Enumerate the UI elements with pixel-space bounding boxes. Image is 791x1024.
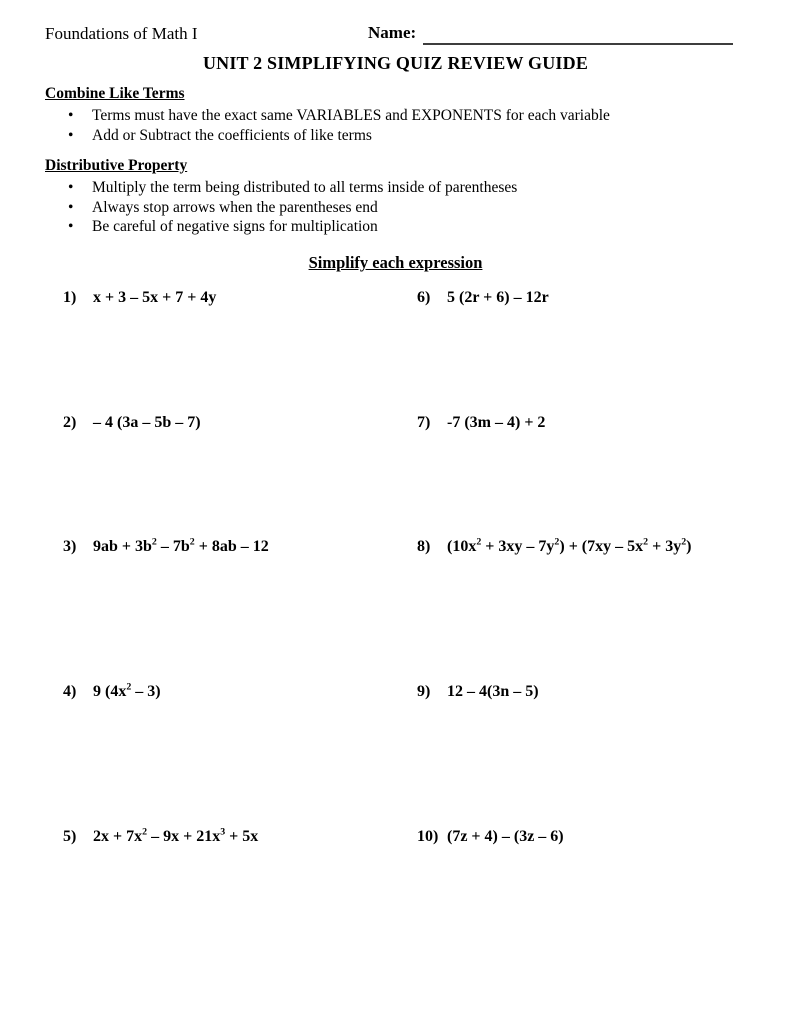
problem-expression: x + 3 – 5x + 7 + 4y xyxy=(93,289,217,306)
problem-1 xyxy=(63,287,216,308)
name-blank-line xyxy=(423,21,733,45)
problem-7 xyxy=(417,412,545,433)
problem-number: 8) xyxy=(417,538,431,555)
problem-10 xyxy=(417,826,564,847)
problem-9 xyxy=(417,681,539,702)
bullet-text: Terms must have the exact same VARIABLES and EXPONENTS for each variable xyxy=(92,107,610,124)
problem-4 xyxy=(63,681,161,702)
problem-expression: $9ab + 3b^2 - 7b^2 + 8ab - 12$ xyxy=(93,536,269,555)
bullet-item xyxy=(45,126,610,146)
problem-expression: $2x + 7x^2 - 9x + 21x^3 + 5x$ xyxy=(93,826,259,845)
problem-number: 9) xyxy=(417,683,431,700)
bullet-text: Add or Subtract the coefficients of like terms xyxy=(92,126,372,144)
page-title: UNIT 2 SIMPLIFYING QUIZ REVIEW GUIDE xyxy=(202,53,589,73)
bullet-item xyxy=(45,217,517,237)
problem-5 xyxy=(63,826,258,847)
problem-6 xyxy=(417,287,549,308)
problem-number: 1) xyxy=(63,289,77,306)
bullet-text: Multiply the term being distributed to all terms inside of parentheses xyxy=(92,179,518,196)
combine-like-terms-section xyxy=(45,84,610,145)
problem-number: 7) xyxy=(417,414,431,431)
bullet-icon: • xyxy=(68,179,74,196)
section-heading: Distributive Property xyxy=(45,157,188,174)
problem-expression: 5 (2r + 6) – 12r xyxy=(447,289,549,306)
bullet-item xyxy=(45,198,517,218)
problem-expression: – 4 (3a – 5b – 7) xyxy=(93,414,201,431)
problem-number: 3) xyxy=(63,538,77,555)
bullet-icon: • xyxy=(68,198,74,216)
bullet-item xyxy=(45,178,517,198)
name-label: Name: xyxy=(368,23,417,42)
bullet-icon: • xyxy=(68,107,74,124)
bullet-icon: • xyxy=(68,126,74,144)
problem-expression: (7z + 4) – (3z – 6) xyxy=(447,828,564,845)
problem-8 xyxy=(417,536,692,557)
bullet-item xyxy=(45,106,610,126)
problem-3 xyxy=(63,536,269,557)
problem-number: 6) xyxy=(417,289,431,306)
problem-number: 10) xyxy=(417,828,439,845)
distributive-property-section xyxy=(45,156,517,237)
problem-2 xyxy=(63,412,201,433)
bullet-text: Be careful of negative signs for multiplication xyxy=(92,218,378,235)
problem-number: 4) xyxy=(63,683,77,700)
bullet-text: Always stop arrows when the parentheses end xyxy=(92,198,378,216)
name-field xyxy=(368,21,733,45)
problem-expression: -7 (3m – 4) + 2 xyxy=(447,414,546,431)
problem-expression: 9 $(4x^2 - 3)$ xyxy=(93,681,161,700)
problem-expression: 12 – 4(3n – 5) xyxy=(447,683,539,700)
bullet-icon: • xyxy=(68,218,74,235)
exercise-heading: Simplify each expression xyxy=(308,253,483,272)
course-title: Foundations of Math I xyxy=(45,24,198,43)
section-heading: Combine Like Terms xyxy=(45,85,185,102)
bullet-list xyxy=(45,178,517,237)
bullet-list xyxy=(45,106,610,145)
problem-number: 2) xyxy=(63,414,77,431)
problem-number: 5) xyxy=(63,828,77,845)
problem-expression: $(10x^2 + 3xy - 7y^2) + (7xy - 5x^2 + 3y^2)$ xyxy=(447,536,692,555)
